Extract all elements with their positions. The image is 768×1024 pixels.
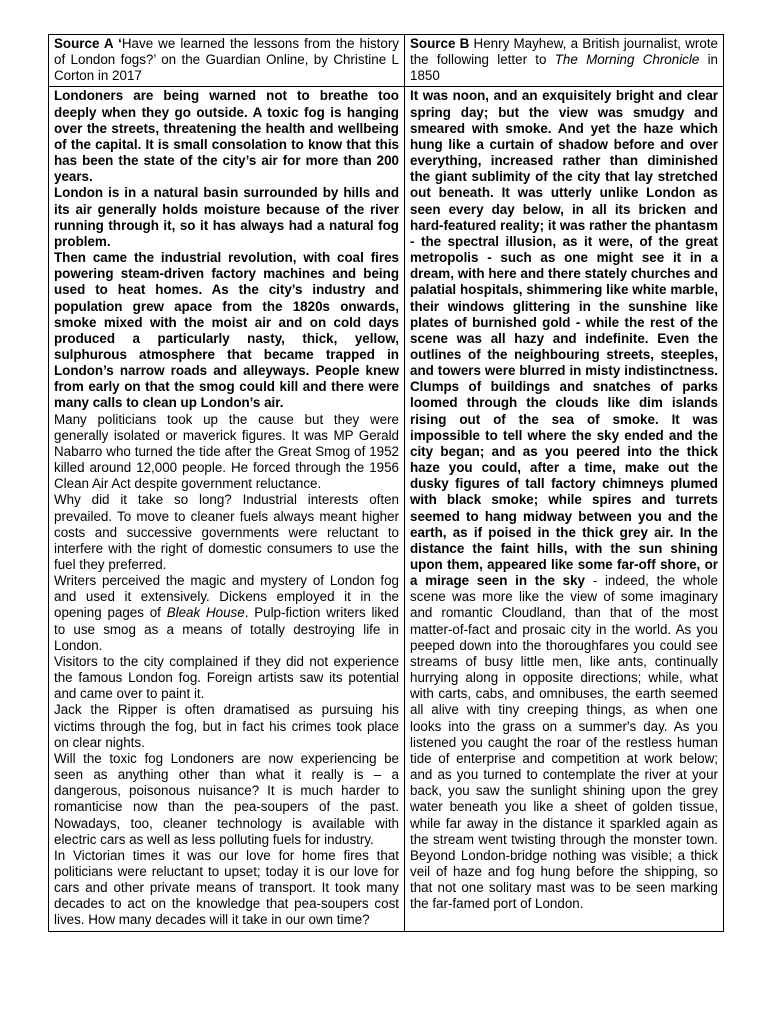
source-a-paragraph: Then came the industrial revolution, with coal fires powering steam-driven factory machines and being used to heat homes. As the city’s industry and population grew apace from the 1820s onwards, smoke mixed with the moist air and on cold days produced a particularly nasty, thick, yellow, sulphurous atmosphere that became trapped in London’s narrow roads and alleyways. People knew from early on that the smog could kill and there were many calls to clean up London’s air.	[54, 250, 399, 411]
source-a-header	[49, 35, 405, 87]
source-a-paragraph: Many politicians took up the cause but they were generally isolated or maverick figures. It was MP Gerald Nabarro who turned the tide after the Great Smog of 1952 killed around 12,000 people. He forced through the 1956 Clean Air Act despite government reluctance.	[54, 411, 399, 492]
source-b-regular-passage: - indeed, the whole scene was more like the view of some imaginary and romantic Cloudland, than that of the most matter-of-fact and prosaic city in the world. As you peeped down into the thoroughfares you could see streams of busy little men, like ants, continually hurrying along in opposite directions; while, what with carts, cabs, and omnibuses, the earth seemed all alive with tiny creeping things, as when one looks into the grass on a summer's day. As you listened you caught the roar of the restless human tide of enterprise and competition at work below; and as you turned to contemplate the river at your back, you saw the sunlight shining upon the grey water beneath you like a sheet of golden tissue, while far away in the distance it sparkled again as the stream went twisting through the monster town. Beyond London-bridge nothing was visible; a thick veil of haze and fog hung before the shipping, so that not one solitary mast was to be seen marking the far-famed port of London.	[410, 573, 718, 912]
source-a-paragraph: Why did it take so long? Industrial interests often prevailed. To move to cleaner fuels always meant higher costs and successive governments were reluctant to interfere with the right of domestic consumers to use the fuel they preferred.	[54, 492, 399, 572]
source-a-description: Have we learned the lessons from the history of London fogs?’ on the Guardian Online, by Christine L Corton in 2017	[54, 36, 399, 84]
source-a-writers-paragraph	[54, 573, 399, 654]
source-a-paragraph: Jack the Ripper is often dramatised as pursuing his victims through the fog, but in fact his crimes took place on clear nights.	[54, 702, 399, 750]
source-b-header	[405, 35, 724, 87]
writers-text-end: . Pulp-fiction writers liked to use smog as a means of totally destroying life in London.	[54, 605, 399, 653]
source-a-paragraph: Will the toxic fog Londoners are now experiencing be seen as anything other than what it really is – a dangerous, poisonous nuisance? It is much harder to romanticise now than the pea-soupers of the past. Nowadays, too, cleaner technology is available with electric cars as well as less polluting fuels for industry.	[54, 750, 399, 847]
source-a-open-quote: ‘	[113, 36, 122, 51]
source-a-paragraph: London is in a natural basin surrounded by hills and its air generally holds moisture because of the river running through it, so it has always had a natural fog problem.	[54, 185, 399, 249]
source-b-description: Henry Mayhew, a British journalist, wrote the following letter to	[410, 36, 718, 68]
sources-table	[48, 34, 724, 932]
source-b-description-end: in 1850	[410, 52, 718, 84]
source-b-body	[405, 87, 724, 931]
source-b-label: Source B	[410, 36, 470, 51]
source-a-body	[49, 87, 405, 931]
source-a-paragraph: Visitors to the city complained if they did not experience the famous London fog. Foreign artists saw its potential and came over to paint it.	[54, 653, 399, 702]
body-row	[49, 87, 724, 931]
source-b-publication-title: The Morning Chronicle	[554, 52, 700, 68]
source-b-bold-passage: It was noon, and an exquisitely bright and clear spring day; but the view was smudgy and smeared with smoke. And yet the haze which hung like a curtain of shadow before and over everything, increased rather than diminished the giant sublimity of the city that lay stretched out beneath. It was utterly unlike London as seen every day below, in all its bricken and hard-featured reality; it was rather the phantasm - the spectral illusion, as it were, of the great metropolis - such as one might see it in a dream, with here and there stately churches and palatial hospitals, shimmering like white marble, their windows glittering in the sunshine like plates of burnished gold - while the rest of the scene was all hazy and indefinite. Even the outlines of the neighbouring streets, steeples, and towers were blurred in misty indistinctness. Clumps of buildings and snatches of parks loomed through the clouds like dim islands rising out of the sea of smoke. It was impossible to tell where the sky ended and the city began; and as you peered into the thick haze you could, after a time, make out the dusky figures of tall factory chimneys plumed with black smoke; while spires and turrets seemed to hang midway between you and the earth, as if poised in the thick grey air. In the distance the faint hills, with the sun shining upon them, appeared like some far-off shore, or a mirage seen in the sky	[410, 88, 718, 589]
bleak-house-title: Bleak House	[166, 605, 245, 621]
source-a-paragraph: Londoners are being warned not to breathe too deeply when they go outside. A toxic fog is hanging over the streets, threatening the health and wellbeing of the capital. It is small consolation to know that this has been the state of the city’s air for more than 200 years.	[54, 88, 399, 185]
source-a-label: Source A	[54, 36, 114, 51]
writers-text: Writers perceived the magic and mystery of London fog and used it extensively. Dickens employed it in the opening pages of	[54, 573, 399, 621]
header-row	[49, 35, 724, 87]
source-a-paragraph: In Victorian times it was our love for home fires that politicians were reluctant to upset; today it is our love for cars and other private means of transport. It took many decades to act on the knowledge that pea-soupers cost lives. How many decades will it take in our own time?	[54, 847, 399, 928]
source-b-paragraph	[410, 88, 718, 912]
